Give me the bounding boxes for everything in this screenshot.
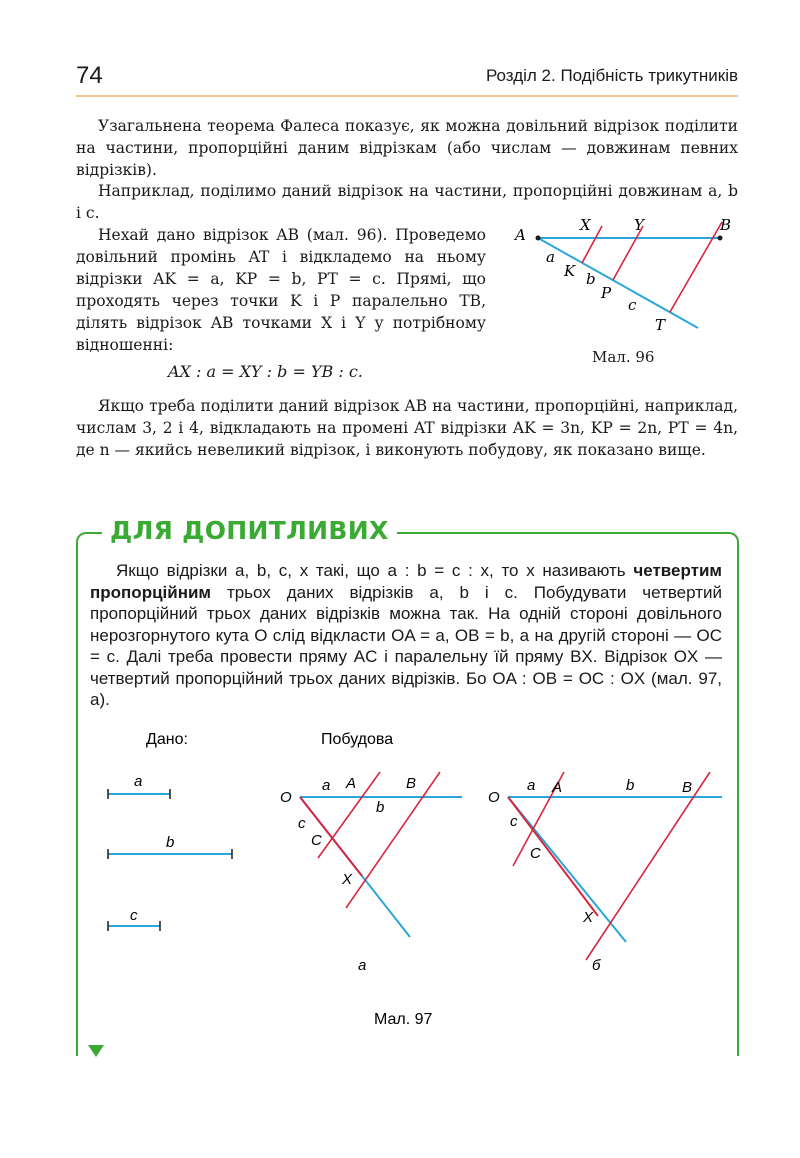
fig96-label-P: P	[601, 284, 612, 302]
fig96-label-X: X	[580, 216, 591, 234]
curious-box-text-part2: трьох даних відрізків a, b і c. Побудувати четвертий пропорційний трьох даних відрізків можна так. На одній стороні довільного нерозгорнутого кута O слід відкласти OA = a, OB = b, а на другій стороні — OC = c. Далі треба провести пряму AC і паралельну їй пряму BX. Відрізок OX — четвертий пропорційний трьох даних відрізків. Бо OA : OB = OC : OX (мал. 97, a).	[90, 582, 722, 709]
given-segment-a-label: a	[134, 773, 143, 790]
fig97a-label-X: X	[342, 871, 353, 888]
fig97b-label-X: X	[583, 909, 594, 926]
fig97a-label-B: B	[406, 775, 417, 792]
given-segment-a	[108, 773, 170, 799]
given-segment-b-label: b	[166, 834, 175, 851]
fig96-label-c: c	[628, 296, 637, 314]
header-divider	[76, 95, 738, 97]
fig97-subfigure-b	[488, 772, 722, 974]
figure-96-caption: Мал. 96	[592, 348, 655, 366]
fig97b-label-O: O	[488, 789, 500, 806]
paragraph-intro	[76, 115, 738, 181]
figure-97	[90, 720, 730, 1040]
given-segment-c	[108, 907, 160, 931]
fig96-label-A: A	[515, 226, 526, 244]
paragraph-example-text: Наприклад, поділимо даний відрізок на частини, пропорційні довжинам a, b і c.	[76, 182, 738, 222]
fig97a-label-b: b	[376, 799, 385, 816]
fig97b-label-A: A	[552, 779, 563, 796]
box-end-marker-icon	[88, 1045, 104, 1057]
fig97b-label-c: c	[510, 813, 518, 830]
curious-box-text	[90, 560, 722, 711]
proportion-formula: AX : a = XY : b = YB : c.	[168, 362, 363, 381]
paragraph-construction	[76, 224, 486, 356]
fig96-label-T: T	[655, 316, 666, 334]
fig97b-label-b: b	[626, 777, 635, 794]
fig96-label-B: B	[720, 216, 732, 234]
figure-96	[500, 210, 740, 340]
fig97-subfigure-a	[280, 772, 462, 974]
fig97b-label-C: C	[530, 845, 541, 862]
fig97-construction-label: Побудова	[321, 731, 394, 748]
chapter-title: Розділ 2. Подібність трикутників	[485, 66, 738, 85]
curious-box-term: четвертим пропорційним	[90, 561, 722, 602]
fig97a-label-c: c	[298, 815, 306, 832]
given-segment-b	[108, 834, 232, 859]
fig96-label-K: K	[564, 262, 576, 280]
fig97b-label-B: B	[682, 779, 693, 796]
fig96-label-a: a	[546, 248, 555, 266]
fig97a-caption-letter: а	[358, 957, 367, 974]
fig97a-label-a: a	[322, 777, 331, 794]
given-segment-c-label: c	[130, 907, 138, 924]
fig97a-label-O: O	[280, 789, 292, 806]
fig97a-label-A: A	[346, 775, 357, 792]
fig97-given-label: Дано:	[146, 731, 188, 748]
paragraph-intro-text: Узагальнена теорема Фалеса показує, як можна довільний відрізок поділити на частини, пропорційні даним відрізкам (або числам — довжинам певних відрізків).	[76, 117, 738, 179]
paragraph-numeric-example-text: Якщо треба поділити даний відрізок AB на частини, пропорційні, наприклад, числам 3, 2 і 4, відкладають на промені AT відрізки AK = 3n, KP = 2n, PT = 4n, де n — якийсь невеликий відрізок, і виконують побудову, як показано вище.	[76, 397, 738, 459]
curious-box-title: ДЛЯ ДОПИТЛИВИХ	[110, 516, 389, 545]
fig97a-label-C: C	[311, 832, 322, 849]
figure-97-caption: Мал. 97	[374, 1011, 433, 1028]
paragraph-construction-text: Нехай дано відрізок AB (мал. 96). Проведемо довільний промінь AT і відкладемо на ньому відрізки AK = a, KP = b, PT = c. Прямі, що проходять через точки K і P паралельно TB, ділять відрізок AB точками X і Y у потрібному відношенні:	[76, 226, 486, 354]
fig96-label-Y: Y	[634, 216, 644, 234]
fig97b-label-a: a	[527, 777, 536, 794]
curious-box-text-part1: Якщо відрізки a, b, c, x такі, що a : b = c : x, то x називають	[116, 561, 634, 580]
paragraph-numeric-example	[76, 395, 738, 461]
fig97b-caption-letter: б	[592, 957, 601, 974]
curious-box-header	[102, 516, 397, 545]
page-number: 74	[76, 62, 103, 89]
fig96-label-b: b	[586, 270, 596, 288]
